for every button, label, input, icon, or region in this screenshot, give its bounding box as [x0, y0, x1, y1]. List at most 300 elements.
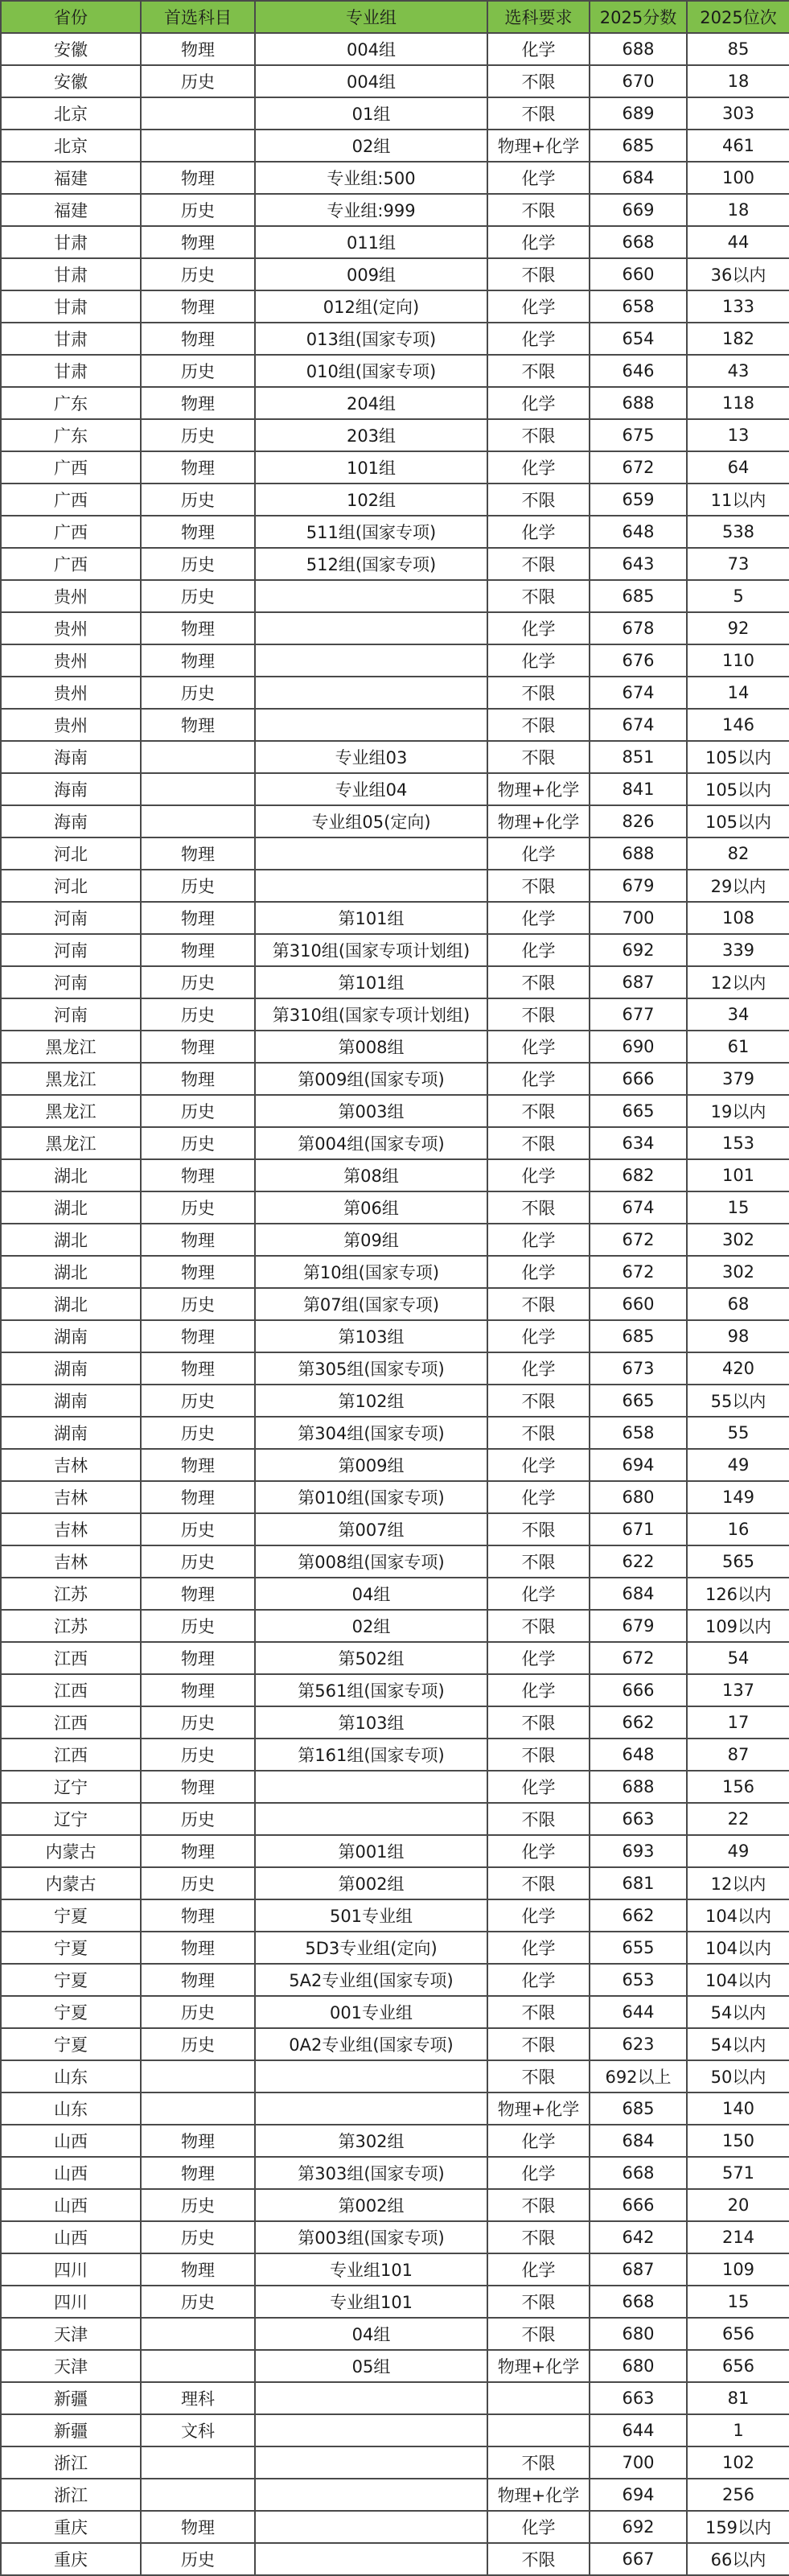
cell-score: 688 — [590, 837, 687, 870]
cell-score: 692 — [590, 2511, 687, 2543]
cell-subject-requirement: 不限 — [487, 1288, 590, 1320]
cell-first-subject — [141, 2060, 255, 2092]
cell-rank: 140 — [687, 2092, 789, 2125]
table-row — [1, 1642, 789, 1674]
cell-major-group — [255, 2446, 487, 2479]
cell-province: 河北 — [1, 870, 141, 902]
cell-rank: 14 — [687, 677, 789, 709]
cell-major-group — [255, 1803, 487, 1835]
cell-major-group: 001专业组 — [255, 1996, 487, 2028]
cell-subject-requirement: 化学 — [487, 451, 590, 484]
cell-score: 684 — [590, 1578, 687, 1610]
cell-rank: 126以内 — [687, 1578, 789, 1610]
table-row — [1, 2350, 789, 2382]
cell-rank: 302 — [687, 1256, 789, 1288]
cell-first-subject: 物理 — [141, 1899, 255, 1932]
cell-first-subject: 历史 — [141, 484, 255, 516]
table-row — [1, 419, 789, 451]
header-score-2025: 2025分数 — [590, 1, 687, 33]
cell-province: 贵州 — [1, 709, 141, 741]
cell-score: 660 — [590, 1288, 687, 1320]
header-first-subject: 首选科目 — [141, 1, 255, 33]
header-rank-2025: 2025位次 — [687, 1, 789, 33]
cell-first-subject: 历史 — [141, 65, 255, 97]
cell-first-subject: 历史 — [141, 1513, 255, 1545]
cell-major-group: 04组 — [255, 2318, 487, 2350]
cell-score: 658 — [590, 290, 687, 323]
cell-score: 671 — [590, 1513, 687, 1545]
cell-first-subject: 历史 — [141, 1706, 255, 1739]
cell-subject-requirement: 化学 — [487, 902, 590, 934]
cell-first-subject: 历史 — [141, 1867, 255, 1899]
cell-major-group: 第302组 — [255, 2125, 487, 2157]
cell-rank: 656 — [687, 2350, 789, 2382]
cell-first-subject: 物理 — [141, 1964, 255, 1996]
cell-first-subject: 物理 — [141, 451, 255, 484]
cell-score: 700 — [590, 2446, 687, 2479]
cell-province: 黑龙江 — [1, 1063, 141, 1095]
cell-subject-requirement: 化学 — [487, 33, 590, 65]
cell-score: 634 — [590, 1127, 687, 1159]
table-row — [1, 1481, 789, 1513]
cell-major-group: 第102组 — [255, 1385, 487, 1417]
cell-subject-requirement: 不限 — [487, 2028, 590, 2060]
cell-first-subject — [141, 2479, 255, 2511]
cell-score: 693 — [590, 1835, 687, 1867]
cell-score: 623 — [590, 2028, 687, 2060]
cell-first-subject: 历史 — [141, 998, 255, 1031]
cell-major-group: 0A2专业组(国家专项) — [255, 2028, 487, 2060]
cell-first-subject: 历史 — [141, 1996, 255, 2028]
cell-subject-requirement: 物理+化学 — [487, 2350, 590, 2382]
cell-subject-requirement: 物理+化学 — [487, 2479, 590, 2511]
cell-subject-requirement: 物理+化学 — [487, 2092, 590, 2125]
cell-subject-requirement: 不限 — [487, 870, 590, 902]
cell-province: 湖北 — [1, 1191, 141, 1224]
table-row — [1, 1288, 789, 1320]
cell-first-subject: 物理 — [141, 1771, 255, 1803]
cell-rank: 303 — [687, 97, 789, 130]
cell-subject-requirement: 化学 — [487, 2157, 590, 2189]
cell-major-group: 204组 — [255, 387, 487, 419]
cell-first-subject: 历史 — [141, 2286, 255, 2318]
cell-subject-requirement: 不限 — [487, 1739, 590, 1771]
cell-score: 690 — [590, 1031, 687, 1063]
cell-first-subject: 历史 — [141, 1739, 255, 1771]
table-row — [1, 2060, 789, 2092]
table-row — [1, 741, 789, 773]
cell-first-subject: 历史 — [141, 580, 255, 612]
cell-first-subject: 物理 — [141, 1224, 255, 1256]
table-row — [1, 773, 789, 805]
cell-score: 659 — [590, 484, 687, 516]
cell-major-group: 第561组(国家专项) — [255, 1674, 487, 1706]
table-row — [1, 1063, 789, 1095]
cell-province: 重庆 — [1, 2511, 141, 2543]
cell-major-group: 第103组 — [255, 1320, 487, 1352]
table-row — [1, 1545, 789, 1578]
cell-province: 内蒙古 — [1, 1835, 141, 1867]
cell-province: 山西 — [1, 2157, 141, 2189]
cell-score: 665 — [590, 1385, 687, 1417]
cell-rank: 133 — [687, 290, 789, 323]
cell-province: 吉林 — [1, 1545, 141, 1578]
cell-subject-requirement: 不限 — [487, 484, 590, 516]
cell-subject-requirement: 不限 — [487, 548, 590, 580]
cell-subject-requirement: 化学 — [487, 1835, 590, 1867]
cell-score: 662 — [590, 1899, 687, 1932]
cell-province: 甘肃 — [1, 226, 141, 258]
cell-province: 山西 — [1, 2125, 141, 2157]
cell-score: 685 — [590, 580, 687, 612]
cell-subject-requirement: 化学 — [487, 1063, 590, 1095]
table-row — [1, 484, 789, 516]
cell-score: 666 — [590, 1674, 687, 1706]
cell-score: 642 — [590, 2221, 687, 2253]
cell-major-group: 专业组05(定向) — [255, 805, 487, 837]
cell-first-subject — [141, 2446, 255, 2479]
cell-score: 826 — [590, 805, 687, 837]
cell-major-group: 专业组:500 — [255, 162, 487, 194]
table-row — [1, 2414, 789, 2446]
cell-rank: 18 — [687, 65, 789, 97]
cell-major-group — [255, 2092, 487, 2125]
cell-subject-requirement: 化学 — [487, 1449, 590, 1481]
cell-rank: 49 — [687, 1449, 789, 1481]
cell-rank: 100 — [687, 162, 789, 194]
cell-rank: 98 — [687, 1320, 789, 1352]
cell-province: 吉林 — [1, 1449, 141, 1481]
cell-rank: 379 — [687, 1063, 789, 1095]
cell-first-subject: 历史 — [141, 1417, 255, 1449]
cell-score: 688 — [590, 387, 687, 419]
cell-rank: 34 — [687, 998, 789, 1031]
cell-score: 622 — [590, 1545, 687, 1578]
cell-first-subject: 物理 — [141, 1481, 255, 1513]
cell-major-group: 第003组(国家专项) — [255, 2221, 487, 2253]
cell-subject-requirement: 化学 — [487, 2511, 590, 2543]
cell-score: 684 — [590, 162, 687, 194]
table-row — [1, 1352, 789, 1385]
cell-province: 湖北 — [1, 1159, 141, 1191]
cell-province: 新疆 — [1, 2414, 141, 2446]
cell-subject-requirement: 不限 — [487, 2221, 590, 2253]
table-row — [1, 33, 789, 65]
table-row — [1, 1835, 789, 1867]
cell-province: 安徽 — [1, 33, 141, 65]
cell-subject-requirement: 不限 — [487, 258, 590, 290]
cell-subject-requirement: 不限 — [487, 65, 590, 97]
cell-rank: 104以内 — [687, 1964, 789, 1996]
cell-score: 680 — [590, 1481, 687, 1513]
cell-score: 674 — [590, 709, 687, 741]
cell-score: 694 — [590, 2479, 687, 2511]
cell-major-group — [255, 709, 487, 741]
cell-rank: 50以内 — [687, 2060, 789, 2092]
cell-major-group: 第002组 — [255, 1867, 487, 1899]
cell-score: 667 — [590, 2543, 687, 2575]
cell-major-group — [255, 2511, 487, 2543]
cell-score: 670 — [590, 65, 687, 97]
cell-province: 贵州 — [1, 612, 141, 644]
cell-first-subject — [141, 2318, 255, 2350]
cell-subject-requirement: 化学 — [487, 1352, 590, 1385]
cell-first-subject — [141, 2092, 255, 2125]
cell-province: 北京 — [1, 97, 141, 130]
cell-major-group: 第002组 — [255, 2189, 487, 2221]
cell-subject-requirement: 化学 — [487, 1159, 590, 1191]
cell-first-subject — [141, 97, 255, 130]
table-row — [1, 1320, 789, 1352]
cell-rank: 110 — [687, 644, 789, 677]
table-row — [1, 1256, 789, 1288]
header-major-group: 专业组 — [255, 1, 487, 33]
cell-province: 海南 — [1, 741, 141, 773]
cell-major-group: 第103组 — [255, 1706, 487, 1739]
cell-first-subject: 历史 — [141, 355, 255, 387]
cell-major-group: 第009组(国家专项) — [255, 1063, 487, 1095]
cell-major-group: 第07组(国家专项) — [255, 1288, 487, 1320]
cell-first-subject: 物理 — [141, 2157, 255, 2189]
cell-major-group: 第001组 — [255, 1835, 487, 1867]
cell-province: 贵州 — [1, 644, 141, 677]
cell-major-group: 004组 — [255, 65, 487, 97]
table-row — [1, 677, 789, 709]
cell-major-group: 013组(国家专项) — [255, 323, 487, 355]
table-row — [1, 870, 789, 902]
cell-rank: 81 — [687, 2382, 789, 2414]
cell-rank: 15 — [687, 2286, 789, 2318]
cell-subject-requirement: 化学 — [487, 226, 590, 258]
cell-first-subject: 历史 — [141, 2543, 255, 2575]
cell-first-subject: 历史 — [141, 1288, 255, 1320]
cell-score: 685 — [590, 130, 687, 162]
cell-first-subject: 物理 — [141, 1031, 255, 1063]
cell-first-subject: 历史 — [141, 1545, 255, 1578]
cell-major-group: 第008组(国家专项) — [255, 1545, 487, 1578]
table-row — [1, 1095, 789, 1127]
table-row — [1, 2382, 789, 2414]
table-body — [1, 33, 789, 2575]
cell-rank: 87 — [687, 1739, 789, 1771]
cell-rank: 156 — [687, 1771, 789, 1803]
cell-major-group: 5A2专业组(国家专项) — [255, 1964, 487, 1996]
cell-subject-requirement: 物理+化学 — [487, 130, 590, 162]
cell-major-group: 02组 — [255, 1610, 487, 1642]
cell-subject-requirement: 化学 — [487, 934, 590, 966]
cell-major-group: 第101组 — [255, 902, 487, 934]
cell-first-subject: 文科 — [141, 2414, 255, 2446]
cell-first-subject: 物理 — [141, 1256, 255, 1288]
cell-rank: 12以内 — [687, 1867, 789, 1899]
table-row — [1, 1803, 789, 1835]
cell-first-subject: 物理 — [141, 290, 255, 323]
cell-subject-requirement: 不限 — [487, 419, 590, 451]
table-row — [1, 2028, 789, 2060]
cell-major-group: 5D3专业组(定向) — [255, 1932, 487, 1964]
cell-province: 浙江 — [1, 2479, 141, 2511]
cell-rank: 82 — [687, 837, 789, 870]
cell-score: 673 — [590, 1352, 687, 1385]
cell-province: 四川 — [1, 2253, 141, 2286]
table-row — [1, 1867, 789, 1899]
cell-rank: 149 — [687, 1481, 789, 1513]
cell-rank: 565 — [687, 1545, 789, 1578]
cell-rank: 656 — [687, 2318, 789, 2350]
cell-rank: 182 — [687, 323, 789, 355]
cell-subject-requirement: 化学 — [487, 612, 590, 644]
cell-province: 福建 — [1, 194, 141, 226]
cell-first-subject: 历史 — [141, 2221, 255, 2253]
cell-major-group: 第003组 — [255, 1095, 487, 1127]
cell-major-group: 512组(国家专项) — [255, 548, 487, 580]
table-row — [1, 934, 789, 966]
cell-province: 江西 — [1, 1739, 141, 1771]
cell-score: 644 — [590, 2414, 687, 2446]
cell-subject-requirement: 不限 — [487, 2286, 590, 2318]
cell-score: 692以上 — [590, 2060, 687, 2092]
cell-major-group: 第502组 — [255, 1642, 487, 1674]
cell-major-group: 004组 — [255, 33, 487, 65]
cell-score: 688 — [590, 33, 687, 65]
table-row — [1, 355, 789, 387]
cell-rank: 68 — [687, 1288, 789, 1320]
cell-first-subject: 物理 — [141, 934, 255, 966]
cell-province: 广东 — [1, 387, 141, 419]
cell-score: 681 — [590, 1867, 687, 1899]
cell-rank: 43 — [687, 355, 789, 387]
cell-subject-requirement: 化学 — [487, 323, 590, 355]
cell-score: 668 — [590, 2286, 687, 2318]
cell-score: 668 — [590, 226, 687, 258]
cell-first-subject — [141, 741, 255, 773]
cell-major-group: 第007组 — [255, 1513, 487, 1545]
cell-province: 河南 — [1, 934, 141, 966]
cell-rank: 85 — [687, 33, 789, 65]
cell-subject-requirement: 化学 — [487, 1256, 590, 1288]
table-row — [1, 516, 789, 548]
cell-province: 湖北 — [1, 1224, 141, 1256]
cell-rank: 11以内 — [687, 484, 789, 516]
cell-province: 新疆 — [1, 2382, 141, 2414]
cell-major-group: 501专业组 — [255, 1899, 487, 1932]
cell-score: 674 — [590, 1191, 687, 1224]
cell-rank: 109以内 — [687, 1610, 789, 1642]
cell-rank: 102 — [687, 2446, 789, 2479]
cell-first-subject: 历史 — [141, 966, 255, 998]
cell-major-group — [255, 870, 487, 902]
cell-subject-requirement: 不限 — [487, 2543, 590, 2575]
cell-score: 658 — [590, 1417, 687, 1449]
table-row — [1, 1224, 789, 1256]
cell-province: 山东 — [1, 2060, 141, 2092]
cell-province: 海南 — [1, 773, 141, 805]
cell-rank: 29以内 — [687, 870, 789, 902]
table-row — [1, 1771, 789, 1803]
cell-province: 广西 — [1, 451, 141, 484]
cell-first-subject: 历史 — [141, 419, 255, 451]
table-row — [1, 1674, 789, 1706]
cell-province: 湖南 — [1, 1352, 141, 1385]
cell-rank: 153 — [687, 1127, 789, 1159]
cell-province: 湖南 — [1, 1320, 141, 1352]
cell-first-subject: 物理 — [141, 1449, 255, 1481]
cell-province: 宁夏 — [1, 1964, 141, 1996]
cell-province: 宁夏 — [1, 1996, 141, 2028]
cell-score: 685 — [590, 1320, 687, 1352]
cell-major-group: 第161组(国家专项) — [255, 1739, 487, 1771]
cell-major-group: 第09组 — [255, 1224, 487, 1256]
cell-first-subject: 物理 — [141, 516, 255, 548]
cell-subject-requirement: 化学 — [487, 1674, 590, 1706]
cell-subject-requirement: 不限 — [487, 1191, 590, 1224]
cell-province: 河南 — [1, 902, 141, 934]
cell-first-subject: 历史 — [141, 1095, 255, 1127]
cell-score: 676 — [590, 644, 687, 677]
cell-major-group: 第10组(国家专项) — [255, 1256, 487, 1288]
cell-major-group: 101组 — [255, 451, 487, 484]
cell-province: 天津 — [1, 2318, 141, 2350]
cell-score: 672 — [590, 1224, 687, 1256]
cell-first-subject: 历史 — [141, 258, 255, 290]
cell-first-subject: 物理 — [141, 1642, 255, 1674]
cell-province: 甘肃 — [1, 290, 141, 323]
cell-province: 江西 — [1, 1706, 141, 1739]
table-row — [1, 709, 789, 741]
cell-first-subject: 物理 — [141, 1320, 255, 1352]
cell-subject-requirement: 化学 — [487, 290, 590, 323]
cell-rank: 16 — [687, 1513, 789, 1545]
cell-province: 甘肃 — [1, 323, 141, 355]
cell-major-group — [255, 2479, 487, 2511]
cell-first-subject: 物理 — [141, 33, 255, 65]
cell-major-group: 102组 — [255, 484, 487, 516]
cell-subject-requirement: 化学 — [487, 1771, 590, 1803]
cell-province: 重庆 — [1, 2543, 141, 2575]
cell-major-group: 第101组 — [255, 966, 487, 998]
cell-subject-requirement: 化学 — [487, 1578, 590, 1610]
cell-score: 689 — [590, 97, 687, 130]
cell-subject-requirement: 不限 — [487, 2189, 590, 2221]
cell-province: 甘肃 — [1, 258, 141, 290]
table-row — [1, 2221, 789, 2253]
cell-score: 660 — [590, 258, 687, 290]
cell-province: 江苏 — [1, 1610, 141, 1642]
table-row — [1, 258, 789, 290]
cell-province: 吉林 — [1, 1481, 141, 1513]
cell-rank: 420 — [687, 1352, 789, 1385]
cell-rank: 137 — [687, 1674, 789, 1706]
cell-first-subject: 物理 — [141, 1674, 255, 1706]
table-row — [1, 998, 789, 1031]
cell-subject-requirement: 化学 — [487, 387, 590, 419]
cell-score: 669 — [590, 194, 687, 226]
cell-score: 700 — [590, 902, 687, 934]
cell-first-subject: 物理 — [141, 902, 255, 934]
cell-province: 贵州 — [1, 677, 141, 709]
cell-province: 福建 — [1, 162, 141, 194]
cell-rank: 118 — [687, 387, 789, 419]
table-row — [1, 194, 789, 226]
table-row — [1, 1127, 789, 1159]
cell-rank: 159以内 — [687, 2511, 789, 2543]
cell-score: 674 — [590, 677, 687, 709]
cell-rank: 15 — [687, 1191, 789, 1224]
cell-major-group: 012组(定向) — [255, 290, 487, 323]
cell-first-subject — [141, 2350, 255, 2382]
cell-subject-requirement: 化学 — [487, 2253, 590, 2286]
cell-province: 吉林 — [1, 1513, 141, 1545]
